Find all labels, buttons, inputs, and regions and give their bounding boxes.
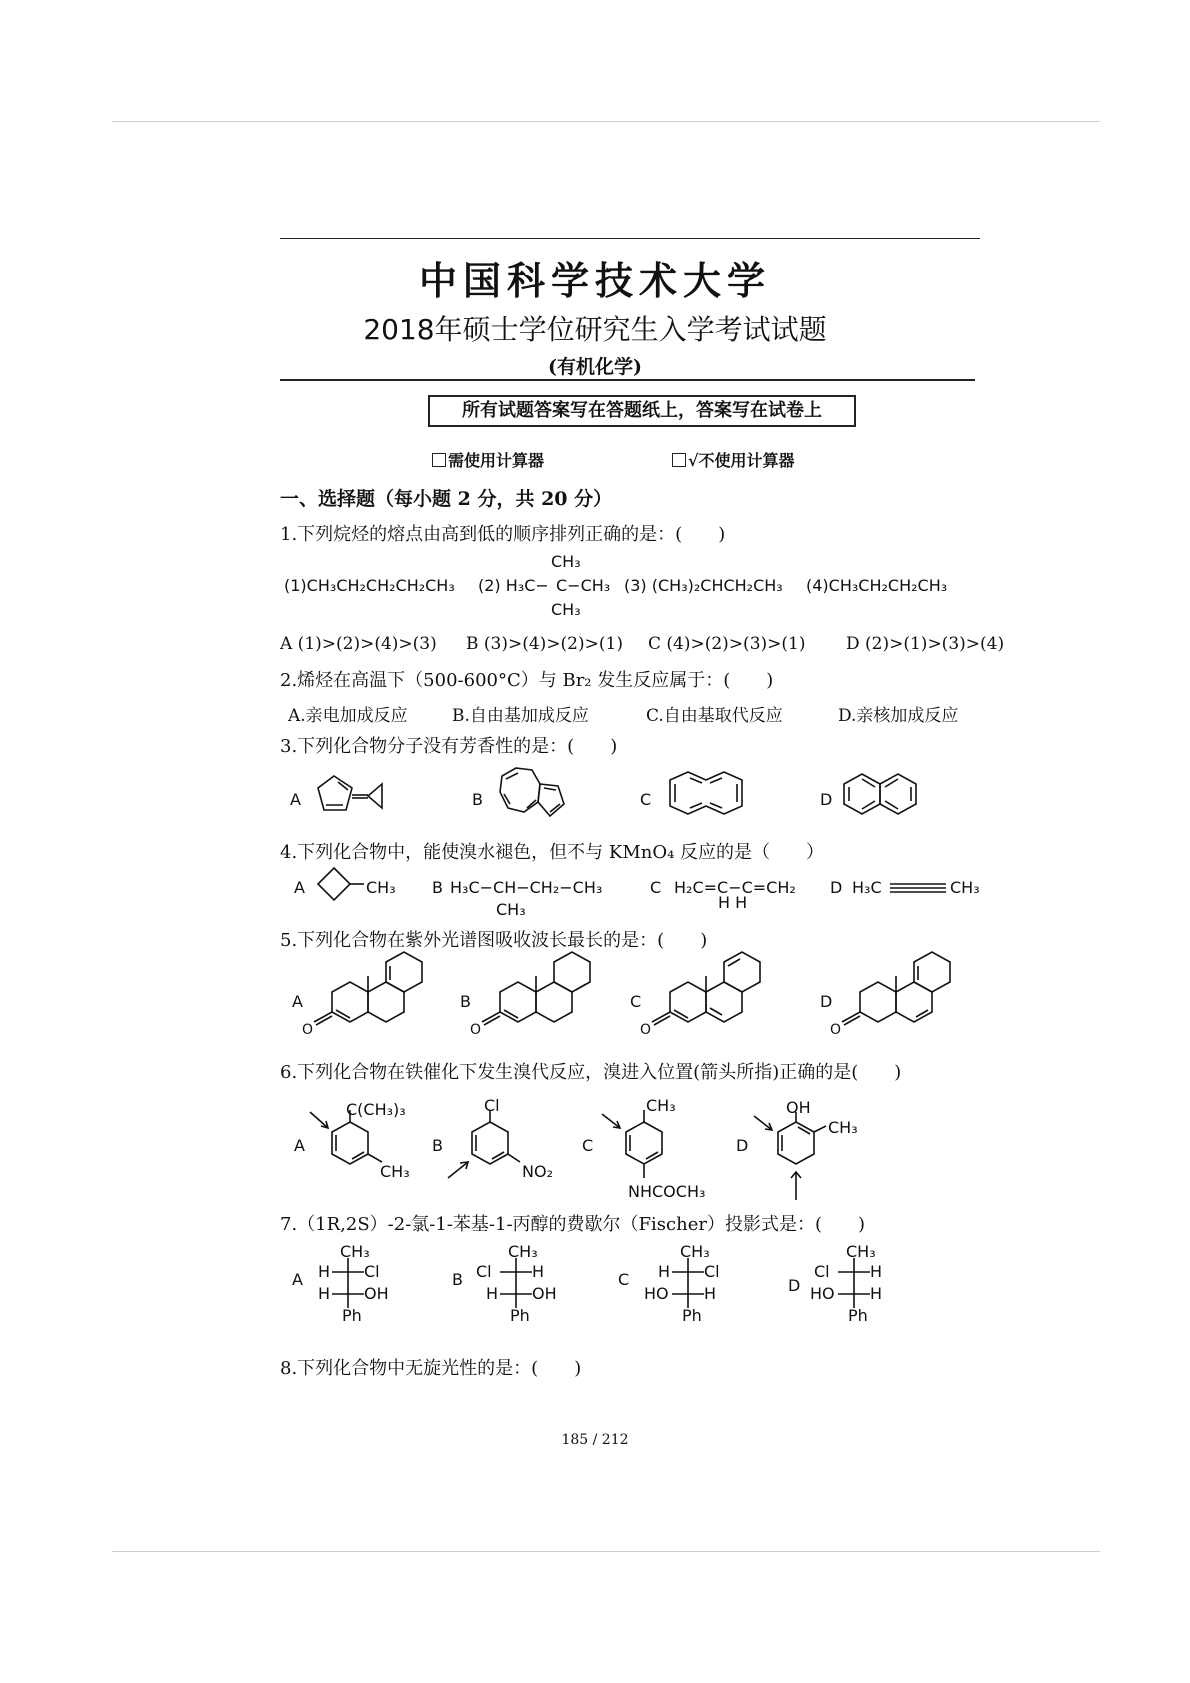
q4-d-triple-bond [888,878,948,898]
q6-b-sub2: NO₂ [522,1162,553,1181]
q1-compound-2-top: CH₃ [551,552,581,571]
q7-d-top: CH₃ [846,1242,876,1261]
q1-option-d: D (2)>(1)>(3)>(4) [846,634,1005,654]
q7-a-l2: H [318,1284,331,1303]
q5-label-a: A [292,992,303,1011]
q4-c-hydrogens: H H [718,893,748,912]
svg-text:O: O [830,1022,842,1038]
section-title: 一、选择题（每小题 2 分，共 20 分） [280,488,613,510]
scan-border-top [112,121,1100,122]
calculator-required [432,448,544,471]
q3-stem: 3.下列化合物分子没有芳香性的是：( ) [280,736,618,757]
checkbox-icon [672,453,686,467]
q5-structure-d [830,952,954,1046]
q6-label-d: D [736,1136,749,1155]
q5-label-b: B [460,992,471,1011]
q2-option-c: C.自由基取代反应 [646,706,783,726]
q7-b-l1: Cl [476,1262,492,1281]
q7-b-cross [498,1258,534,1310]
calculator-not-required-label: √不使用计算器 [688,451,795,470]
q4-label-d: D [830,878,843,897]
q6-d-sub2: CH₃ [828,1118,858,1137]
subject-title: (有机化学) [548,356,642,378]
scan-border-bottom [112,1551,1100,1552]
svg-text:O: O [302,1022,314,1038]
q3-structure-c [660,770,750,826]
q1-compound-4: (4)CH₃CH₂CH₂CH₃ [806,576,948,595]
q6-label-a: A [294,1136,305,1155]
q1-stem: 1.下列烷烃的熔点由高到低的顺序排列正确的是：( ) [280,524,726,545]
q7-c-top: CH₃ [680,1242,710,1261]
q5-stem: 5.下列化合物在紫外光谱图吸收波长最长的是：( ) [280,930,708,951]
q6-label-b: B [432,1136,443,1155]
q1-compound-1: (1)CH₃CH₂CH₂CH₂CH₃ [284,576,455,595]
page-number: 185 / 212 [561,1432,629,1448]
q7-b-r2: OH [532,1284,557,1303]
q6-a-sub1: C(CH₃)₃ [346,1100,406,1119]
q3-label-a: A [290,790,301,809]
q2-option-b: B.自由基加成反应 [452,706,589,726]
q5-structure-b [470,952,594,1046]
q4-c-formula: H₂C=C−C=CH₂ [674,878,796,897]
q7-c-l1: H [658,1262,671,1281]
q6-structure-c [594,1108,694,1188]
q7-d-bottom: Ph [848,1306,868,1325]
q5-structure-a [302,952,426,1046]
q6-a-sub2: CH₃ [380,1162,410,1181]
q4-cyclobutane [316,866,366,906]
q6-b-sub1: Cl [484,1096,500,1115]
q7-label-b: B [452,1270,463,1289]
q4-b-formula: H₃C−CH−CH₂−CH₃ [450,878,603,897]
q1-compound-2-prefix: (2) H₃C− [478,576,549,595]
q2-stem: 2.烯烃在高温下（500-600°C）与 Br₂ 发生反应属于：( ) [280,670,774,691]
q4-a-methyl: CH₃ [366,878,396,897]
q7-c-bottom: Ph [682,1306,702,1325]
q1-compound-2-mid: C−CH₃ [556,576,611,595]
q6-c-sub2: NHCOCH₃ [628,1182,706,1201]
q7-d-l2: HO [810,1284,835,1303]
q7-a-r1: Cl [364,1262,380,1281]
q8-stem: 8.下列化合物中无旋光性的是：( ) [280,1358,582,1379]
q4-b-branch: CH₃ [496,900,526,919]
q1-option-c: C (4)>(2)>(3)>(1) [648,634,806,654]
q1-compound-2-bottom: CH₃ [551,600,581,619]
q1-compound-3: (3) (CH₃)₂CHCH₂CH₃ [624,576,783,595]
exam-title: 2018年硕士学位研究生入学考试试题 [363,313,827,346]
q3-structure-d [842,772,924,822]
svg-text:O: O [470,1022,482,1038]
q5-label-c: C [630,992,642,1011]
q6-label-c: C [582,1136,594,1155]
q5-structure-c [640,952,764,1046]
q3-structure-b [494,764,574,828]
q4-stem: 4.下列化合物中，能使溴水褪色，但不与 KMnO₄ 反应的是（ ） [280,842,825,863]
q7-a-r2: OH [364,1284,389,1303]
header-rule-bottom [280,379,975,381]
q7-d-l1: Cl [814,1262,830,1281]
svg-text:O: O [640,1022,652,1038]
q3-structure-a [316,772,396,822]
q7-b-bottom: Ph [510,1306,530,1325]
q4-label-b: B [432,878,443,897]
q7-a-cross [330,1258,366,1310]
q4-label-c: C [650,878,662,897]
q7-d-cross [836,1258,872,1310]
q7-c-cross [670,1258,706,1310]
q7-label-a: A [292,1270,303,1289]
q7-c-r1: Cl [704,1262,720,1281]
q5-label-d: D [820,992,833,1011]
checkbox-icon [432,453,446,467]
q7-d-r1: H [870,1262,883,1281]
q1-option-b: B (3)>(4)>(2)>(1) [466,634,623,654]
q7-stem: 7.（1R,2S）-2-氯-1-苯基-1-丙醇的费歇尔（Fischer）投影式是：( ) [280,1214,865,1235]
q4-d-right: CH₃ [950,878,980,897]
q6-c-sub1: CH₃ [646,1096,676,1115]
q7-a-top: CH₃ [340,1242,370,1261]
q7-d-r2: H [870,1284,883,1303]
q7-b-l2: H [486,1284,499,1303]
calculator-required-label: 需使用计算器 [448,451,545,470]
q4-label-a: A [294,878,305,897]
q7-label-c: C [618,1270,630,1289]
header-rule-top [280,238,980,239]
q7-label-d: D [788,1276,801,1295]
q1-option-a: A (1)>(2)>(4)>(3) [280,634,437,654]
q7-a-l1: H [318,1262,331,1281]
q7-c-l2: HO [644,1284,669,1303]
q7-b-r1: H [532,1262,545,1281]
q7-a-bottom: Ph [342,1306,362,1325]
q3-label-d: D [820,790,833,809]
q2-option-d: D.亲核加成反应 [838,706,959,726]
q3-label-c: C [640,790,652,809]
university-name: 中国科学技术大学 [418,258,771,303]
q7-b-top: CH₃ [508,1242,538,1261]
q3-label-b: B [472,790,483,809]
q6-stem: 6.下列化合物在铁催化下发生溴代反应，溴进入位置(箭头所指)正确的是( ) [280,1062,902,1083]
q6-d-sub1: OH [786,1098,811,1117]
calculator-not-required [672,448,795,471]
q4-d-left: H₃C [852,878,882,897]
answer-notice: 所有试题答案写在答题纸上，答案写在试卷上 [428,395,856,427]
q7-c-r2: H [704,1284,717,1303]
q2-option-a: A.亲电加成反应 [288,706,408,726]
